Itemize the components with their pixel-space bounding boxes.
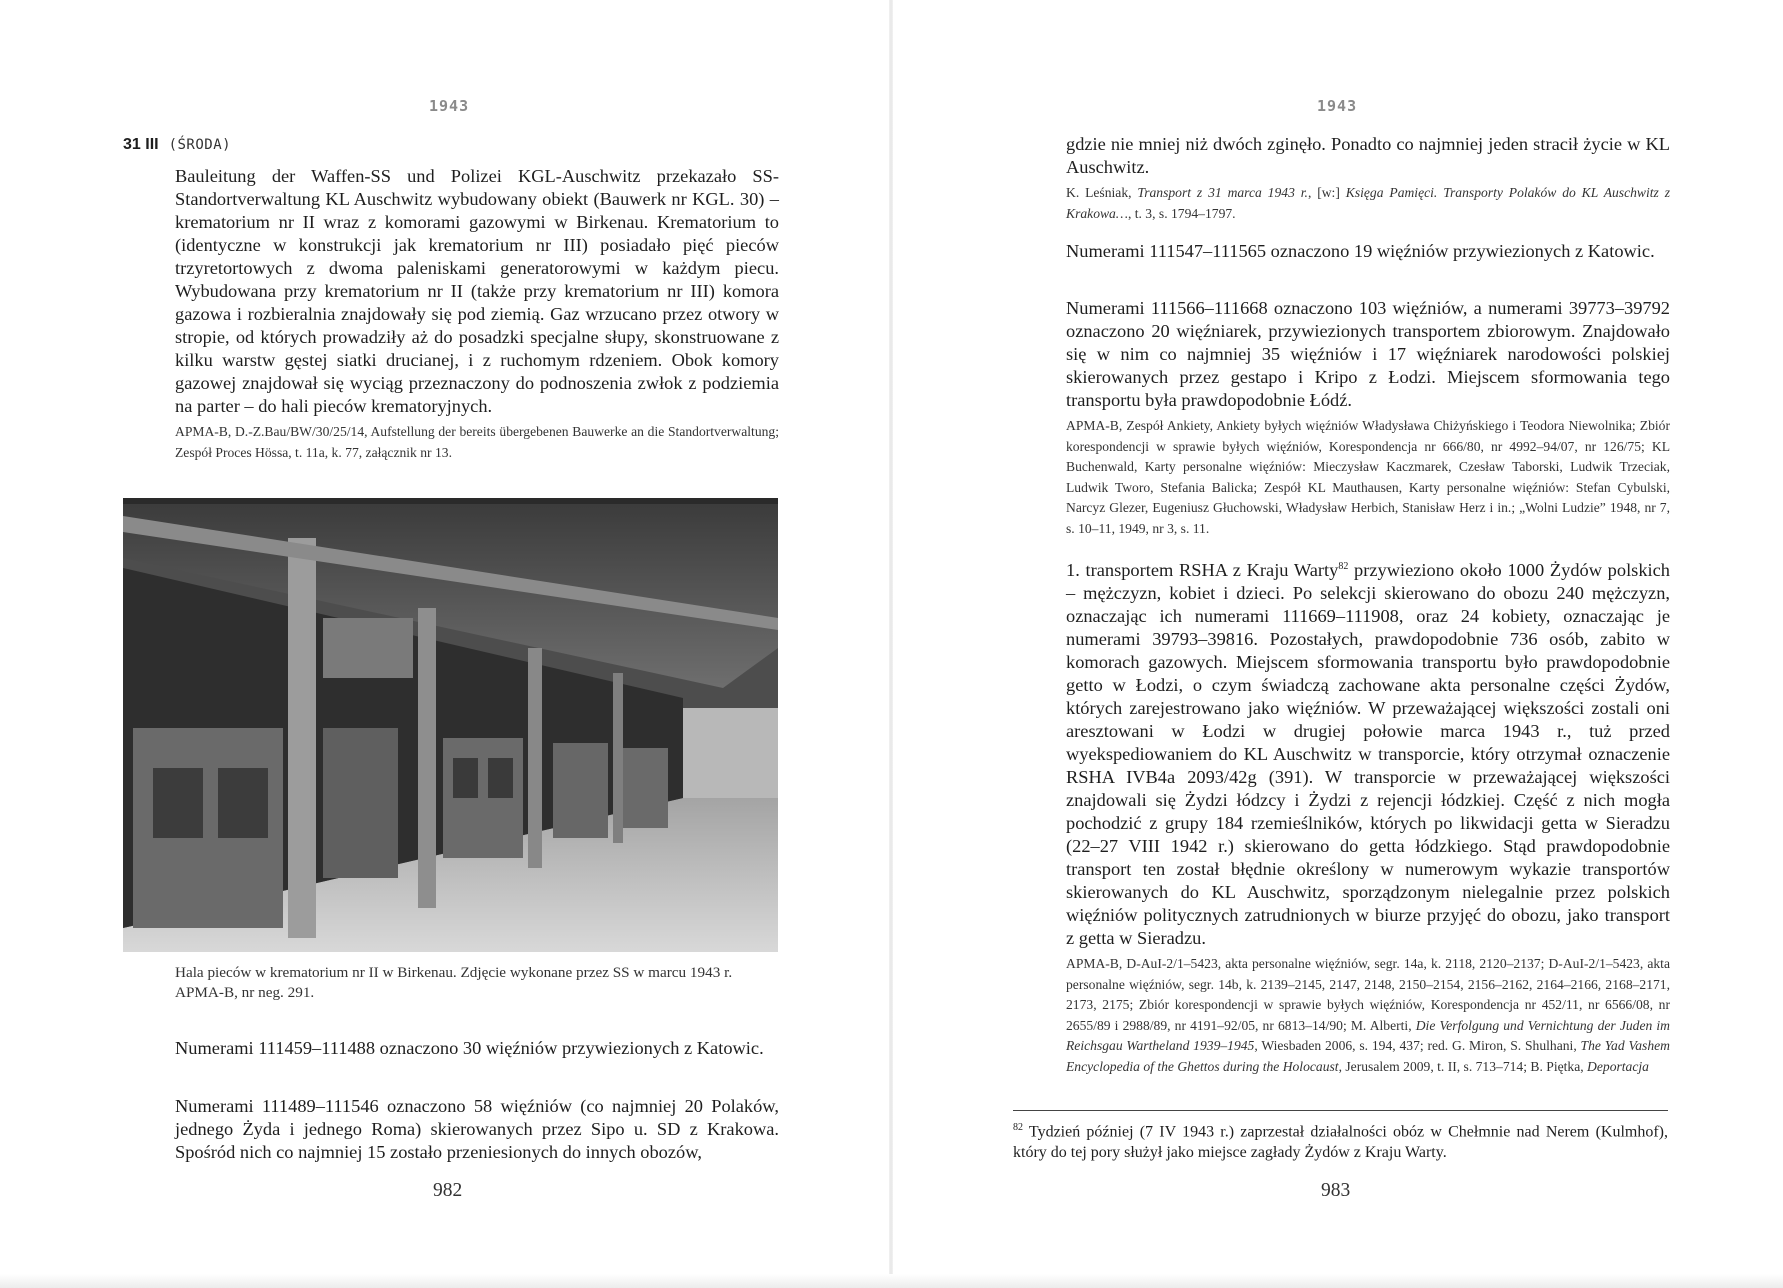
source-author: K. Leśniak, <box>1066 185 1138 200</box>
entry-source: APMA-B, Zespół Ankiety, Ankiety byłych więźniów Władysława Chiżyńskiego i Teodora Niewolnika; Zbiór korespondencji w sprawie byłych więźniów, Korespondencja nr 666/80, nr 4992–94/07, nr 126/75; KL Buchenwald, Karty personalne więźniów: Mieczysław Kaczmarek, Czesław Taborski, Ludwik Trzeciak, Ludwik Tworo, Stefania Balicka; Zespół KL Mauthausen, Karty personalne więźniów: Stefan Cybulski, Narcyz Glezer, Eugeniusz Głuchowski, Władysław Herbich, Stanisław Herz i in.; „Wolni Ludzie” 1948, nr 7, s. 10–11, 1949, nr 3, s. 11. <box>1066 418 1670 536</box>
entry-krematorium <box>175 165 779 463</box>
day-label: (ŚRODA) <box>168 137 232 153</box>
caption-credit: APMA-B, nr neg. 291. <box>175 984 315 1001</box>
source-book: Księga Pamięci. Transporty Polaków do KL Auschwitz z Krakowa… <box>1066 185 1671 221</box>
running-head: 1943 <box>1317 97 1358 115</box>
entry-text-start: 1. transportem RSHA z Kraju Warty <box>1066 560 1339 581</box>
left-page <box>0 0 890 1288</box>
footnote-text: Tydzień później (7 IV 1943 r.) zaprzestał działalności obóz w Chełmnie nad Nerem (Kulmhof), który do tej pory służył jako miejsce zagłady Żydów z Kraju Warty. <box>1013 1123 1668 1162</box>
footnote <box>1013 1117 1668 1163</box>
date-label: 31 III <box>123 136 159 153</box>
entry-source: APMA-B, D.-Z.Bau/BW/30/25/14, Aufstellung der bereits übergebenen Bauwerke an die Standortverwaltung; Zespół Proces Hössa, t. 11a, k. 77, załącznik nr 13. <box>175 424 779 460</box>
source-title: The Yad Vashem Encyclopedia of the Ghettos during the Holocaust <box>1066 1038 1670 1074</box>
footnote-number: 82 <box>1013 1122 1023 1133</box>
source-part: , Jerusalem 2009, t. II, s. 713–714; B. Piętka, <box>1338 1058 1588 1074</box>
entry-lodz <box>1066 297 1670 539</box>
entry-katowice-2 <box>1066 240 1670 263</box>
source-sep: , [w:] <box>1307 185 1346 200</box>
source-title: Die Verfolgung und Vernichtung der Juden im Reichsgau Wartheland 1939–1945 <box>1066 1017 1670 1054</box>
source-part: , Wiesbaden 2006, s. 194, 437; red. G. Miron, S. Shulhani, <box>1254 1038 1581 1054</box>
source-pages: , t. 3, s. 1794–1797. <box>1127 205 1236 221</box>
entry-text: Numerami 111489–111546 oznaczono 58 więźniów (co najmniej 20 Polaków, jednego Żyda i jednego Roma) skierowanych przez Sipo u. SD z Krakowa. Spośród nich co najmniej 15 zostało przeniesionych do innych obozów, <box>175 1096 779 1162</box>
source-title: Deportacja <box>1587 1058 1649 1074</box>
footnote-ref: 82 <box>1338 561 1349 572</box>
crematorium-photo <box>123 498 778 952</box>
entry-source <box>1066 183 1670 224</box>
page-number: 982 <box>433 1180 463 1201</box>
entry-text: Numerami 111547–111565 oznaczono 19 więźniów przywiezionych z Katowic. <box>1066 241 1655 261</box>
entry-text: gdzie nie mniej niż dwóch zginęło. Ponadto co najmniej jeden stracił życie w KL Auschwitz. <box>1066 134 1670 177</box>
page-bottom-shadow <box>0 1274 1783 1288</box>
source-title: Transport z 31 marca 1943 r. <box>1137 185 1308 200</box>
date-heading <box>123 136 231 154</box>
footnote-rule <box>1013 1110 1668 1111</box>
entry-katowice <box>175 1037 779 1060</box>
entry-text: Bauleitung der Waffen-SS und Polizei KGL-Auschwitz przekazało SS-Standortverwaltung KL Auschwitz wybudowany obiekt (Bauwerk nr KGL. 30) – krematorium nr II wraz z komorami gazowymi w Birkenau. Krematorium to (identyczne w konstrukcji jak krematorium nr III) posiadało pięć pieców trzyretortowych z dwoma paleniskami generatorowymi w każdym piecu. Wybudowana przy krematorium nr II (także przy krematorium nr III) komora gazowa i rozbieralnia znajdowały się pod ziemią. Gaz wrzucano przez otwory w stropie, od których prowadziły aż do posadzki specjalne słupy, skonstruowane z kilku warstw gęstej siatki drucianej, i z ruchomym rdzeniem. Obok komory gazowej znajdował się wyciąg przeznaczony do podnoszenia zwłok z podziemia na parter – do hali pieców krematoryjnych. <box>175 166 779 416</box>
photo-illustration <box>123 498 778 952</box>
entry-rsha-transport <box>1066 555 1670 1077</box>
entry-text: Numerami 111459–111488 oznaczono 30 więźniów przywiezionych z Katowic. <box>175 1038 764 1058</box>
right-page <box>893 0 1783 1288</box>
entry-continued <box>1066 133 1670 224</box>
caption-line: Hala pieców w krematorium nr II w Birkenau. Zdjęcie wykonane przez SS w marcu 1943 r. <box>175 964 733 981</box>
photo-caption <box>175 963 779 1003</box>
running-head: 1943 <box>429 97 470 115</box>
entry-text-rest: przywieziono około 1000 Żydów polskich – mężczyzn, kobiet i dzieci. Po selekcji skierowano do obozu 240 mężczyzn, oznaczając ich numerami 111669–111908, oraz 24 kobiety, oznaczając je numerami 39793–39816. Pozostałych, prawdopodobnie 736 osób, zabito w komorach gazowych. Miejscem sformowania transportu było prawdopodobnie getto w Łodzi, o czym świadczą zachowane akta personalne części Żydów, których zarejestrowano jako więźniów. W przeważającej większości zostali oni aresztowani w Łodzi w drugiej połowie marca 1943 r., tuż przed wyekspediowaniem do KL Auschwitz w transporcie, który otrzymał oznaczenie RSHA IVB4a 2093/42g (391). W transporcie w przeważającej większości znajdowali się Żydzi łódzcy i Żydzi z rejencji łódzkiej. Część z nich mogła pochodzić z grupy 184 rzemieślników, których po likwidacji getta w Sieradzu (22–27 VIII 1942 r.) skierowano do getta łódzkiego. Stąd prawdopodobnie transport ten został błędnie określony w numerowym wykazie transportów skierowanych do KL Auschwitz, sporządzonym nielegalnie przez polskich więźniów politycznych zatrudnionych w biurze przyjęć do obozu, jako transport z getta w Sieradzu. <box>1066 560 1671 949</box>
entry-text: Numerami 111566–111668 oznaczono 103 więźniów, a numerami 39773–39792 oznaczono 20 więźniarek, przywiezionych transportem zbiorowym. Znajdowało się w nim co najmniej 35 więźniów i 17 więźniarek narodowości polskiej skierowanych przez gestapo i Kripo z Łodzi. Miejscem sformowania tego transportu była prawdopodobnie Łódź. <box>1066 298 1670 410</box>
source-part: APMA-B, D-AuI-2/1–5423, akta personalne więźniów, segr. 14a, k. 2118, 2120–2137; D-AuI-2/1–5423, akta personalne więźniów, segr. 14b, k. 2139–2145, 2147, 2148, 2150–2154, 2156–2162, 2164–2166, 2168–2171, 2173, 2175; Zbiór korespondencji w sprawie byłych więźniów, Korespondencja nr 452/11, nr 6566/08, nr 2655/89 i 2988/89, nr 4191–92/05, nr 6813–14/90; M. Alberti, <box>1066 956 1670 1033</box>
entry-krakow <box>175 1095 779 1164</box>
entry-source <box>1066 954 1670 1077</box>
page-number: 983 <box>1321 1180 1351 1201</box>
entry-text <box>1066 555 1670 950</box>
